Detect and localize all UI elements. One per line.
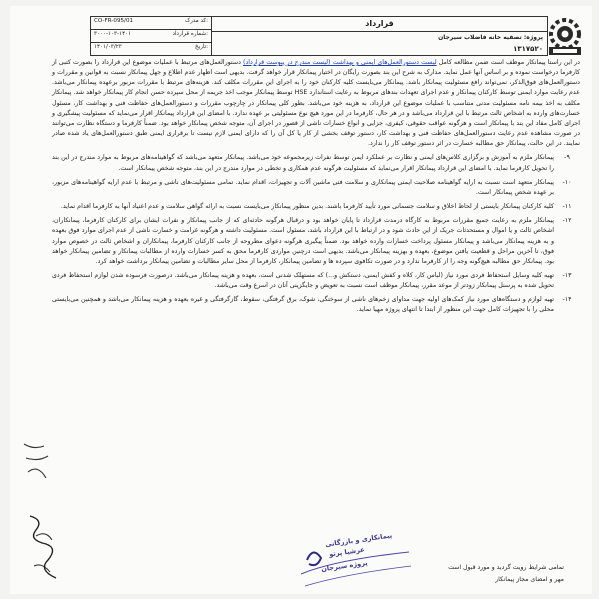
stamp-line-1: پیمانکاری و بازرگانی xyxy=(324,531,393,549)
date-cell xyxy=(91,43,211,55)
contract-body xyxy=(52,58,580,316)
handwritten-mark-icon xyxy=(20,436,54,486)
clause-item xyxy=(52,295,580,315)
company-logo-icon xyxy=(543,14,587,58)
contract-page xyxy=(10,6,592,594)
clause-number: -۹ xyxy=(564,154,570,162)
project-name: پروژه: تصفیه خانه فاضلاب سیرجان xyxy=(438,34,543,41)
doc-code-cell xyxy=(91,17,211,30)
signature-line: مهر و امضای مجاز پیمانکار xyxy=(495,576,564,583)
document-title: قرارداد xyxy=(212,17,547,32)
clause-number: -۱۱ xyxy=(562,203,572,211)
contractor-stamp xyxy=(295,530,415,590)
project-row xyxy=(212,32,547,44)
doc-code-value: CO-FR-095/01 xyxy=(94,18,134,24)
acceptance-line: تمامی شرایط رویت گردید و مورد قبول است xyxy=(448,564,564,571)
contract-number-label: شماره قرارداد: xyxy=(172,31,208,37)
intro-paragraph xyxy=(52,58,580,149)
clause-number: -۱۲ xyxy=(562,217,572,225)
document-header xyxy=(90,16,548,56)
date-label: تاریخ: xyxy=(194,44,208,50)
clause-text: تهیه کلیه وسایل استحفاظ فردی مورد نیاز (لباس کار، کلاه و کفش ایمنی، دستکش و...) که مستهلک شدنی است، بعهده و هزینه پیمانکار می‌باشد. درصورت فرسوده شدن لوازم استحفاظ فردی تحویل شده به پرسنل پیمانکار زودتر از موعد مقرر، پیمانکار موظف است نسبت به تعویض و جایگزینی آنان در اسرع وقت می‌باشد. xyxy=(52,271,554,290)
clause-item xyxy=(52,202,580,212)
contract-code-row xyxy=(212,44,547,56)
document-meta xyxy=(91,17,212,55)
clause-item xyxy=(52,271,580,291)
stamp-line-3: پروژه سیرجان xyxy=(320,558,369,574)
clause-number: -۱۳ xyxy=(562,271,572,279)
clause-item xyxy=(52,153,580,173)
clause-number: -۱۴ xyxy=(562,296,572,304)
contract-code: ۱۳۱۷۵۲۰ xyxy=(513,44,543,53)
clause-item xyxy=(52,178,580,198)
clause-text: پیمانکار ملزم به رعایت جمیع مقررات مربوط به کارگاه درمدت قرارداد تا پایان خواهد بود و درقبال هرگونه حادثه‌ای که از جانب پیمانکار و نفرات ایشان برای کارکنان کارفرما، پیمانکاران، اشخاص ثالث و یا اموال و مستحدثات جریک از این حادث شود و در ارتباط با این قرارداد باشد، مسئول است. مسئولیت داشته و هرگونه غرامت و خسارت ناشی از عدم اجرای موارد فوق بعهده و به هزینه پیمانکار می‌باشد و پیمانکار مسئول پرداخت خسارات وارده خواهد بود. ضمناً پیگیری هرگونه دعوای مطروحه از جانب کارکنان کارفرما، پیمانکاران و اشخاص ثالث در خصوص موارد فوق، تا آخرین مراحل و قطعیت یافتن موضوع، بعهده و بهزینه پیمانکار می‌باشد. بدیهی است درچنین مواردی کارفرما محق به کسر خسارات وارده از مطالبات پیمانکار و تضامین پیمانکار خواهد بود. پیمانکار حق مطالبه هیچ‌گونه وجه را از کارفرما ندارد و در صورت تکافوی سپرده ها و تضامین پیمانکار، کارفرما از محل سایر مطالبات و تضامین پیمانکار برداشت خواهد کرد. xyxy=(52,217,554,265)
clause-text: کلیه کارکنان پیمانکار بایستی از لحاظ اخلاق و سلامت جسمانی مورد تأیید کارفرما باشند. بدین منظور پیمانکار می‌بایست نسبت به ارائه گواهی سلامت و عدم اعتیاد آنها به کارفرما اقدام نماید. xyxy=(60,203,554,211)
stamp-line-2: عرشیا پرتو xyxy=(328,545,366,559)
doc-code-label: کد مدرک: xyxy=(185,18,208,24)
intro-text-b: دستورالعمل‌های مرتبط با عملیات موضوع این قرارداد را بصورت کتبی از کارفرما درخواست نموده و بر اساس آنها عمل نماید. مدارک به شرح این بند بصورت رایگان در اختیار پیمانکار قرار خواهد گرفت. بدیهی است اظهار عدم اطلاع و جهل پیمانکار نسبت به قوانین و مقررات و دستورالعمل‌های فوق‌الذکر، نمی‌تواند رافع مسئولیت پیمانکار باشد. پیمانکار می‌بایست کلیه کارکنان خود را به اجرای این مقررات مکلف کند. هزینه‌های مرتبط با مقررات مزبور برعهده پیمانکار می‌باشد. عدم رعایت موارد ایمنی توسط کارکنان پیمانکار و عدم اجرای تعهدات بندهای مربوط به رعایت استاندارد HSE توسط پیمانکار موجب اخذ جریمه از محل سپرده حسن انجام کار پیمانکار خواهد شد. پیمانکار مکلف به اخذ بیمه نامه مسئولیت مدنی متناسب با عملیات موضوع این قرارداد، به هزینه خود می‌باشد. بطور کلی پیمانکار در چارچوب مقررات و دستورالعمل‌های حفاظت فنی و بهداشت کار، مسئول خسارت‌های وارده به اشخاص ثالث مرتبط با این قرارداد می‌باشد و در هر حال، کارفرما در این مورد هیچ نوع مسئولیتی بر عهده ندارد. با امضای این قرارداد پیمانکار اقرار می‌نماید که مسئولیت پیشگیری و اجرای کامل مفاد این بند با پیمانکار است و هرگونه عواقب حقوقی، کیفری، جزایی و انواع خسارات ناشی از قصور در اجرای آن، متوجه شخص پیمانکار خواهد بود. ضمناً کارفرما و دستگاه نظارت می‌توانند در صورت مشاهده عدم رعایت دستورالعمل‌های حفاظت فنی و بهداشت کار، دستور توقف بخشی از کار یا کل آن را که دارای ایمنی لازم نیست تا برقراری ایمنی طبق دستورالعمل‌های یاد شده صادر نمایند. در این حالت، پیمانکار حق مطالبه خسارت در اثر دستور توقف کار را ندارد. xyxy=(52,59,580,148)
safety-list-reference: لیست دستورالعمل‌های ایمنی و بهداشت (لیست مندرج در پیوست قرارداد) xyxy=(243,59,437,66)
clause-item xyxy=(52,216,580,267)
contract-number-value: ۳۰۰۰-۱۰۳-۱۴۰۱ xyxy=(94,31,132,37)
date-value: ۱۴۰۱/۰۳/۲۳ xyxy=(94,44,122,50)
contract-number-cell xyxy=(91,30,211,43)
document-title-block xyxy=(212,17,547,55)
acceptance-note xyxy=(434,562,564,586)
clause-number: -۱۰ xyxy=(562,178,572,186)
intro-text-a: در این راستا پیمانکار موظف است ضمن مطالعه کامل xyxy=(438,59,580,66)
clause-text: پیمانکار ملزم به آموزش و برگزاری کلاس‌های ایمنی و نظارت بر عملکرد ایمن توسط نفرات زیرمجموعه خود می‌باشد. پیمانکار متعهد می‌باشد که گواهینامه‌های مربوط به موارد مندرج در این بند را تحویل کارفرما نماید. با امضای این قرارداد پیمانکار اقرار می‌نماید که مسئولیت هرگونه عدم همکاری و تخطی در موارد مندرج در این بند، متوجه شخص پیمانکار است. xyxy=(52,154,554,172)
signature-icon xyxy=(22,506,62,596)
clause-text: پیمانکار متعهد است نسبت به ارایه گواهینامه صلاحیت ایمنی پیمانکاری و سلامت فنی ماشین آلات و تجهیزات، اقدام نماید. تمامی مسئولیت‌های ناشی و مرتبط با عدم ارایه گواهینامه‌های مزبور، بر عهده شخص پیمانکار است. xyxy=(52,178,554,196)
clause-text: تهیه لوازم و دستگاه‌های مورد نیاز کمک‌های اولیه جهت مداوای زخم‌های ناشی از سوختگی، شوک، برق گرفتگی، سقوط، گازگرفتگی و غیره بعهده و هزینه پیمانکار می‌باشد و همچنین می‌بایستی محلی را با تجهیزات کامل جهت این منظور از ابتدا تا انتهای پروژه مهیا نماید. xyxy=(52,296,554,314)
